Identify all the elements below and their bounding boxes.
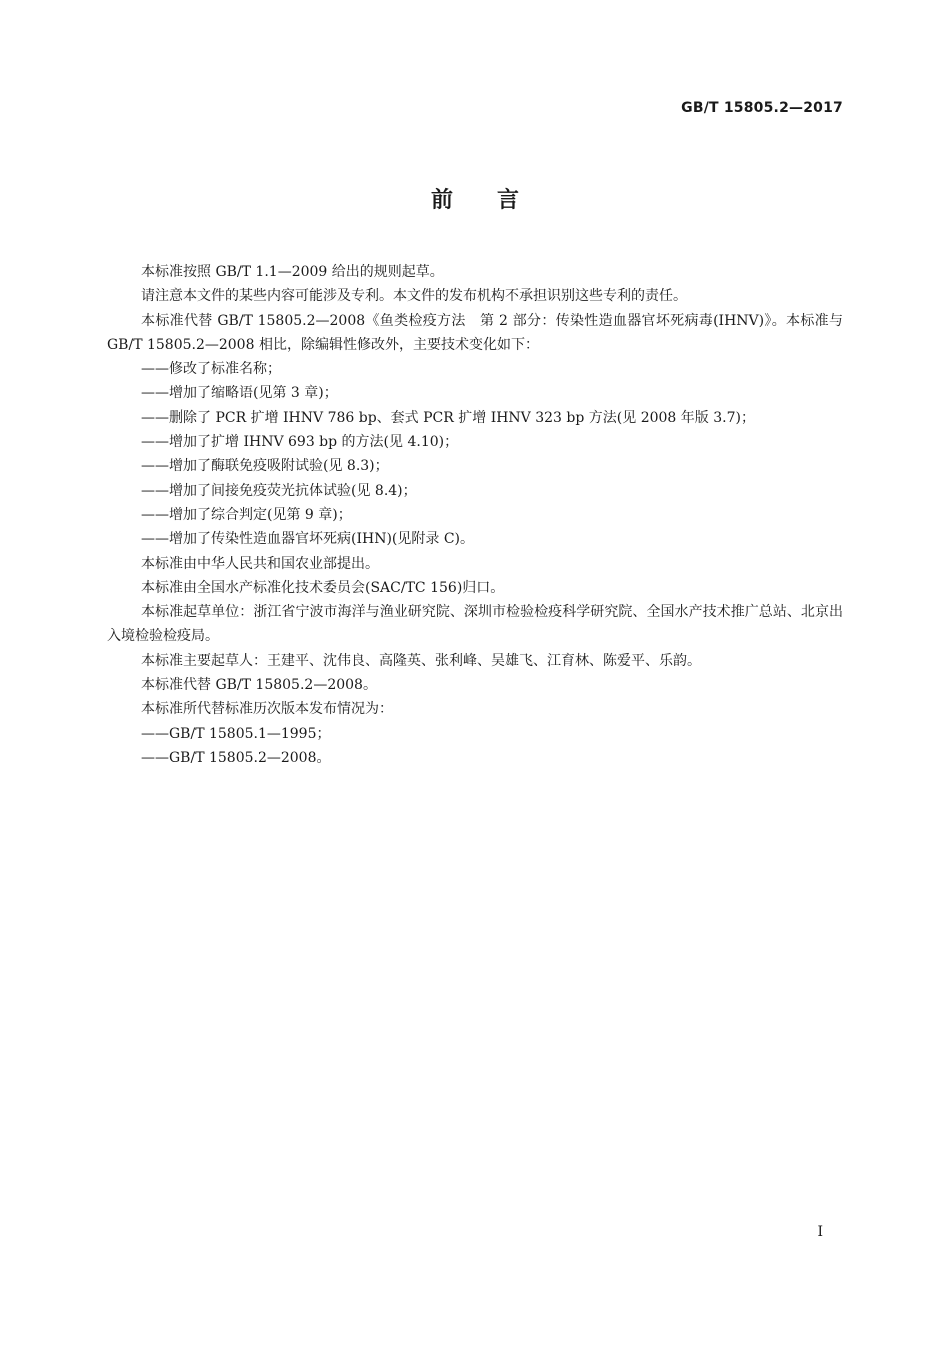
history-item: ——GB/T 15805.1—1995； [141, 725, 331, 742]
change-item: ——增加了扩增 IHNV 693 bp 的方法(见 4.10)； [141, 434, 459, 451]
paragraph-proposer: 本标准由中华人民共和国农业部提出。 [141, 555, 379, 572]
paragraph-history-intro: 本标准所代替标准历次版本发布情况为： [141, 701, 393, 718]
change-item: ——增加了综合判定(见第 9 章)； [141, 506, 352, 523]
history-item: ——GB/T 15805.2—2008。 [141, 749, 331, 766]
page-title: 前言 [430, 188, 563, 213]
standard-code: GB/T 15805.2—2017 [681, 100, 843, 116]
paragraph-drafters: 本标准主要起草人：王建平、沈伟良、高隆英、张利峰、吴雄飞、江育林、陈爱平、乐韵。 [141, 652, 701, 669]
paragraph-drafting-rules: 本标准按照 GB/T 1.1—2009 给出的规则起草。 [141, 264, 444, 280]
change-item: ——增加了间接免疫荧光抗体试验(见 8.4)； [141, 482, 417, 499]
change-item: ——删除了 PCR 扩增 IHNV 786 bp、套式 PCR 扩增 IHNV 323 bp 方法(见 2008 年版 3.7)； [141, 409, 755, 426]
paragraph-committee: 本标准由全国水产标准化技术委员会(SAC/TC 156)归口。 [141, 579, 505, 596]
document-body [107, 260, 843, 770]
change-item: ——修改了标准名称； [141, 361, 281, 378]
page-number: I [817, 1224, 823, 1240]
change-item: ——增加了缩略语(见第 3 章)； [141, 385, 338, 402]
paragraph-patent-notice: 请注意本文件的某些内容可能涉及专利。本文件的发布机构不承担识别这些专利的责任。 [141, 288, 687, 305]
paragraph-drafting-units: 本标准起草单位：浙江省宁波市海洋与渔业研究院、深圳市检验检疫科学研究院、全国水产技术推广总站、北京出入境检验检疫局。 [107, 604, 843, 645]
change-item: ——增加了酶联免疫吸附试验(见 8.3)； [141, 458, 389, 475]
paragraph-replaces: 本标准代替 GB/T 15805.2—2008。 [141, 677, 377, 694]
paragraph-replacement: 本标准代替 GB/T 15805.2—2008《鱼类检疫方法 第 2 部分：传染性造血器官坏死病毒(IHNV)》。本标准与 GB/T 15805.2—2008 相比，除编辑性修改外，主要技术变化如下： [107, 312, 843, 353]
change-item: ——增加了传染性造血器官坏死病(IHN)(见附录 C)。 [141, 531, 474, 548]
